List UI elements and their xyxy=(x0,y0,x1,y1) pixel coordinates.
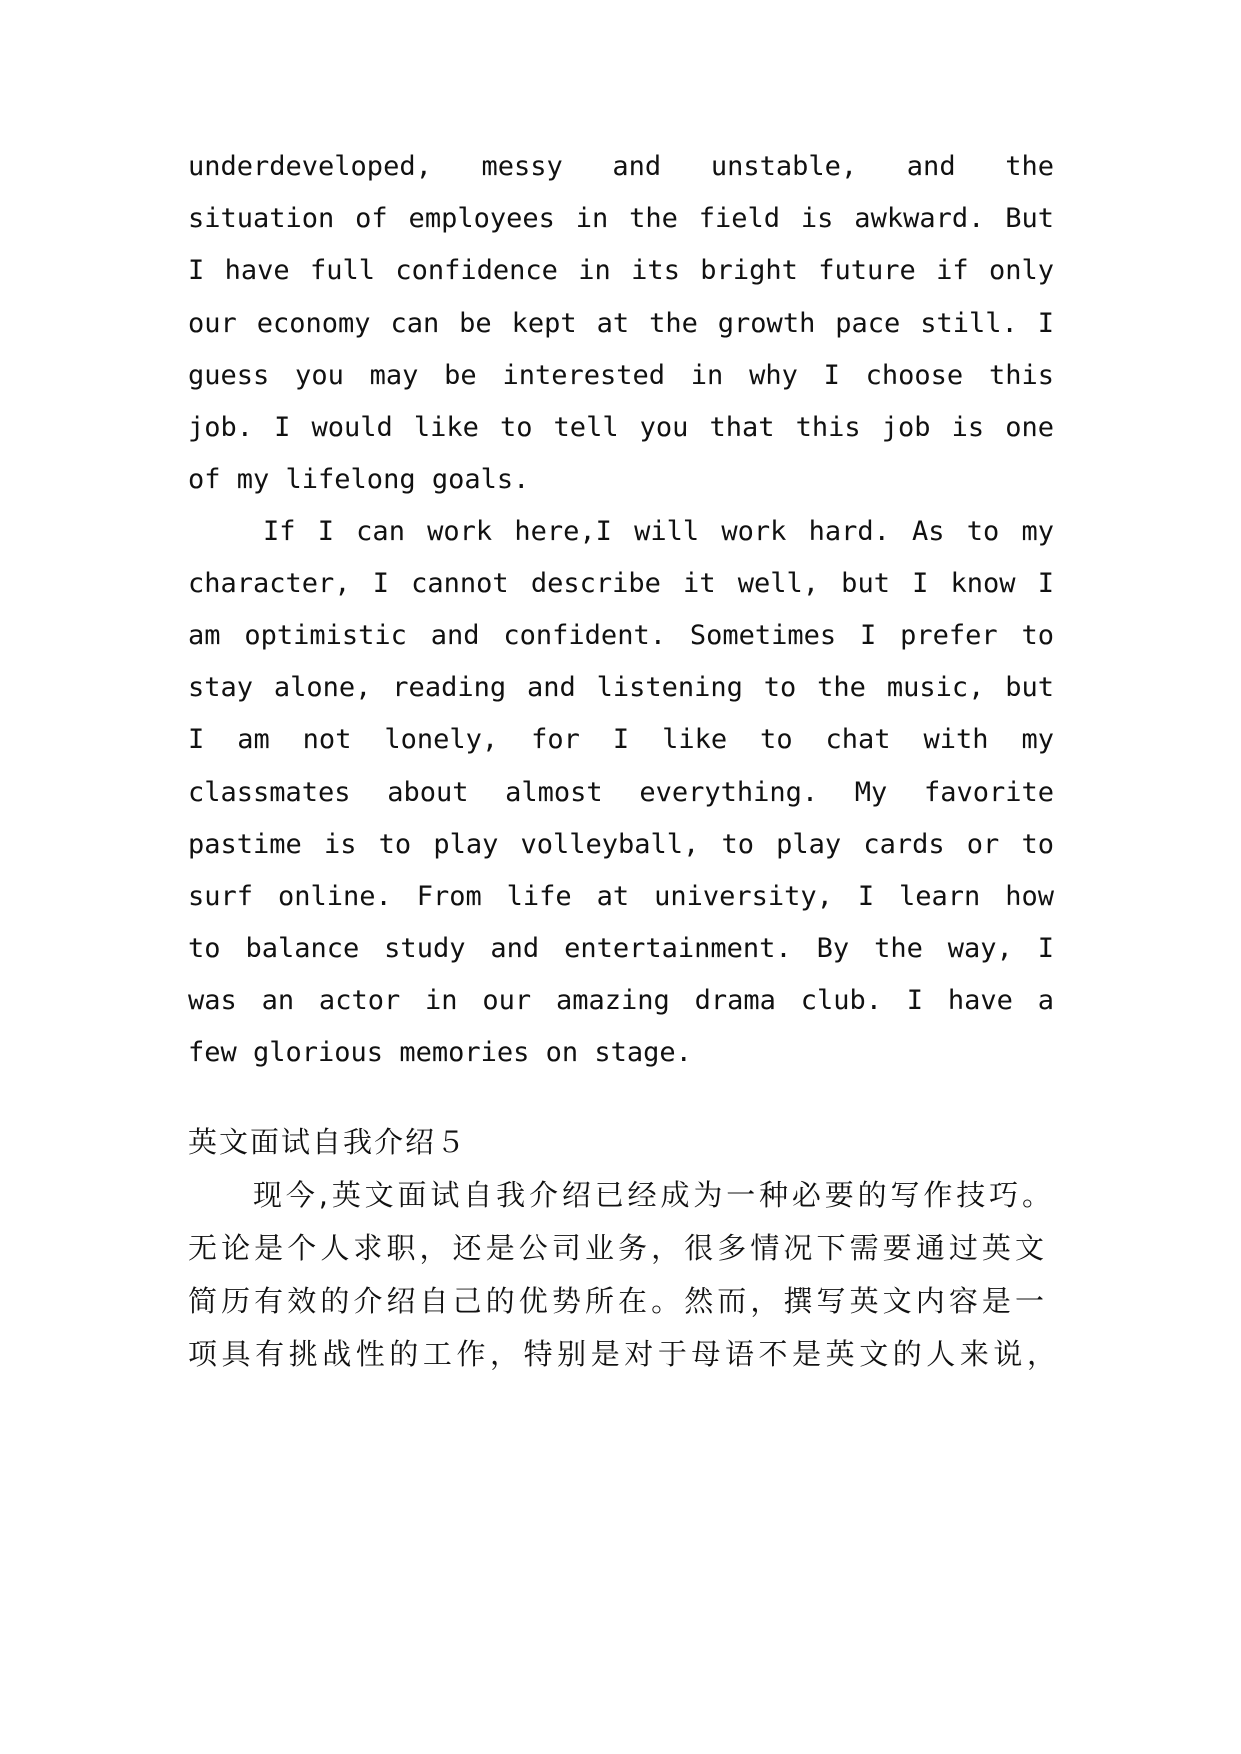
text-line: am optimistic and confident. Sometimes I prefer to xyxy=(188,620,1054,651)
text-line: 无论是个人求职，还是公司业务，很多情况下需要通过英文 xyxy=(188,1231,1046,1265)
text-line: stay alone, reading and listening to the music, but xyxy=(188,672,1054,703)
text-line: 项具有挑战性的工作，特别是对于母语不是英文的人来说， xyxy=(188,1337,1058,1371)
text-line: character, I cannot describe it well, but I know I xyxy=(188,568,1054,599)
text-line: few glorious memories on stage. xyxy=(188,1037,692,1068)
text-line: surf online. From life at university, I learn how xyxy=(188,881,1054,912)
text-line: guess you may be interested in why I choose this xyxy=(188,360,1054,391)
text-line: underdeveloped, messy and unstable, and the xyxy=(188,151,1054,182)
text-line: I am not lonely, for I like to chat with my xyxy=(188,724,1054,755)
section-heading: 英文面试自我介绍５ xyxy=(188,1125,468,1159)
text-line: to balance study and entertainment. By the way, I xyxy=(188,933,1054,964)
text-line: of my lifelong goals. xyxy=(188,464,530,495)
text-line: was an actor in our amazing drama club. I have a xyxy=(188,985,1054,1016)
paragraph-first-line: If I can work here,I will work hard. As to my xyxy=(263,516,1054,547)
paragraph-first-line: 现今,英文面试自我介绍已经成为一种必要的写作技巧。 xyxy=(253,1178,1053,1212)
text-line: classmates about almost everything. My favorite xyxy=(188,777,1054,808)
text-line: job. I would like to tell you that this job is one xyxy=(188,412,1054,443)
text-line: 简历有效的介绍自己的优势所在。然而，撰写英文内容是一 xyxy=(188,1284,1046,1318)
text-line: situation of employees in the field is awkward. But xyxy=(188,203,1054,234)
text-line: pastime is to play volleyball, to play cards or to xyxy=(188,829,1054,860)
text-line: I have full confidence in its bright future if only xyxy=(188,255,1054,286)
text-line: our economy can be kept at the growth pace still. I xyxy=(188,308,1054,339)
